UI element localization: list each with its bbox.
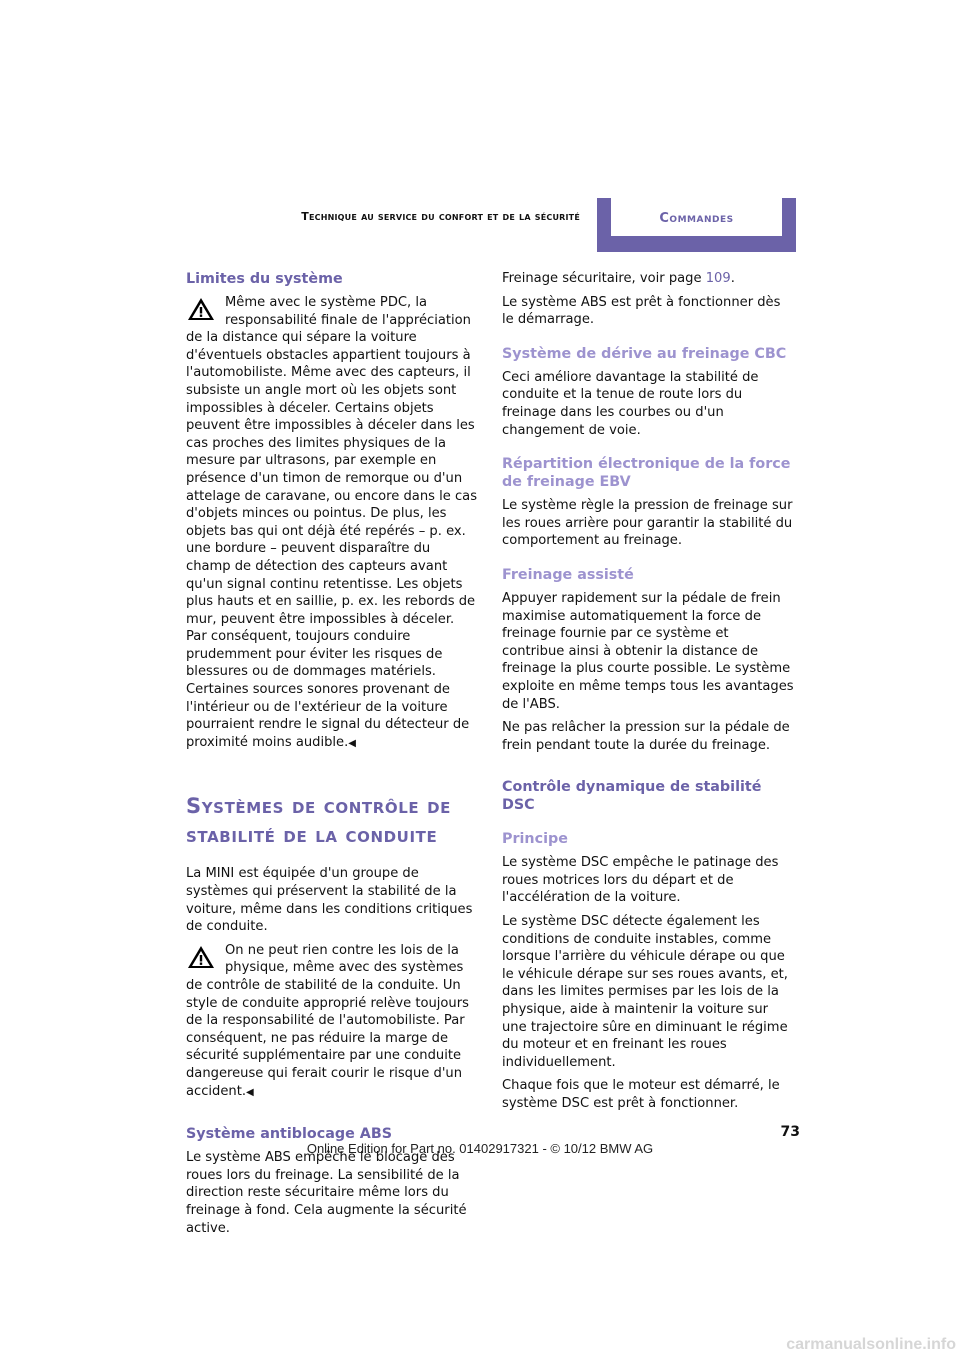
watermark: carmanualsonline.info — [786, 1336, 956, 1353]
paragraph-assiste-2: Ne pas relâcher la pression sur la pédale de frein pendant toute la durée du freinage. — [502, 720, 790, 753]
end-mark: ◀ — [348, 737, 356, 749]
section-title: Technique au service du confort et de la sécurité — [301, 210, 580, 223]
paragraph-abs: Le système ABS empêche le blocage des roues lors du freinage. La sensibilité de la direction reste sécuritaire même lors du freinage à fond. Cela augmente la sécurité active. — [186, 1150, 467, 1236]
text-warning-physique: On ne peut rien contre les lois de la physique, même avec des systèmes de contrôle de stabilité de la conduite. Un style de conduite approprié relève toujours de la responsabilité de l'automobiliste. Par conséquent, ne pas réduire la marge de sécurité supplémentaire par une conduite dangereuse qui ferait courir le risque d'un accident. — [186, 942, 469, 1099]
paragraph-dsc-3: Chaque fois que le moteur est démarré, le système DSC est prêt à fonctionner. — [502, 1078, 780, 1111]
paragraph-dsc-2: Le système DSC détecte également les conditions de conduite instables, comme lorsque l'arrière du véhicule dérape ou que le véhicule dérape sur ses roues avants, et, dans les limites permises par les lois de la physique, aide à maintenir la voiture sur une trajectoire sûre en diminuant le régime du moteur et en freinant les roues individuellement. — [502, 914, 788, 1070]
paragraph-ebv: Le système règle la pression de freinage sur les roues arrière pour garantir la stabilité du comportement au freinage. — [502, 498, 793, 549]
paragraph-freinage-securitaire — [502, 270, 794, 288]
page-number: 73 — [780, 1124, 800, 1140]
text-limites: Même avec le système PDC, la responsabilité finale de l'appréciation de la distance qui sépare la voiture d'éventuels obstacles appartient toujours à l'automobiliste. Même avec des capteurs, il subsiste un angle mort où les objets sont impossibles à déceler. Certains objets peuvent être impossibles à déceler dans les cas proches des limites physiques de la mesure par ultrasons, par exemple en présence d'un timon de remorque ou d'un attelage de caravane, ou encore dans le cas d'objets minces ou pointus. De plus, les objets bas qui ont déjà été repérés – p. ex. une bordure – peuvent disparaître du champ de détection des capteurs avant qu'un signal continu retentisse. Les objets plus hauts et en saillie, p. ex. les rebords de mur, peuvent être impossibles à déceler. Par conséquent, toujours conduire prudemment pour éviter les risques de blessures ou de dommages matériels. Certaines sources sonores provenant de l'intérieur ou de l'extérieur de la voiture pourraient rendre le signal du détecteur de proximité moins audible. — [186, 295, 478, 750]
heading-systemes: Systèmes de contrôle de stabilité de la conduite — [186, 794, 452, 848]
warning-triangle-icon — [186, 296, 216, 322]
heading-abs: Système antiblocage ABS — [186, 1126, 393, 1143]
chapter-tab — [597, 198, 796, 252]
warning-triangle-icon — [186, 944, 216, 970]
paragraph-systemes: La MINI est équipée d'un groupe de systèmes qui préservent la stabilité de la voiture, même dans les conditions critiques de conduite. — [186, 866, 473, 935]
end-mark: ◀ — [246, 1086, 254, 1098]
footer-edition: Online Edition for Part no. 01402917321 - © 10/12 BMW AG — [306, 1141, 654, 1156]
text-freinage: Freinage sécuritaire, voir page — [502, 271, 706, 286]
paragraph-warning-physique — [186, 942, 478, 1101]
paragraph-abs-ready: Le système ABS est prêt à fonctionner dès le démarrage. — [502, 294, 781, 328]
page-link-109[interactable]: 109 — [705, 271, 731, 286]
heading-freinage-assiste: Freinage assisté — [502, 566, 634, 583]
paragraph-limites — [186, 294, 478, 752]
heading-dsc: Contrôle dynamique de stabilité DSC — [502, 779, 762, 814]
text-period: . — [730, 271, 735, 286]
right-column — [502, 270, 794, 1119]
left-column — [186, 270, 478, 1243]
paragraph-cbc: Ceci améliore davantage la stabilité de conduite et la tenue de route lors du freinage dans les courbes ou d'un changement de voie. — [502, 369, 759, 438]
heading-principe: Principe — [502, 831, 568, 848]
paragraph-dsc-1: Le système DSC empêche le patinage des roues motrices lors du départ et de l'accélération de la voiture. — [502, 855, 779, 906]
heading-ebv: Répartition électronique de la force de freinage EBV — [502, 456, 791, 491]
heading-limites: Limites du système — [186, 271, 343, 287]
paragraph-assiste-1: Appuyer rapidement sur la pédale de frein maximise automatiquement la force de freinage fournie par ce système et contribue ainsi à obtenir la distance de freinage la plus courte possible. Le système exploite en même temps tous les avantages de l'ABS. — [502, 590, 794, 712]
heading-cbc: Système de dérive au freinage CBC — [502, 345, 787, 362]
chapter-tab-label: Commandes — [611, 198, 782, 236]
